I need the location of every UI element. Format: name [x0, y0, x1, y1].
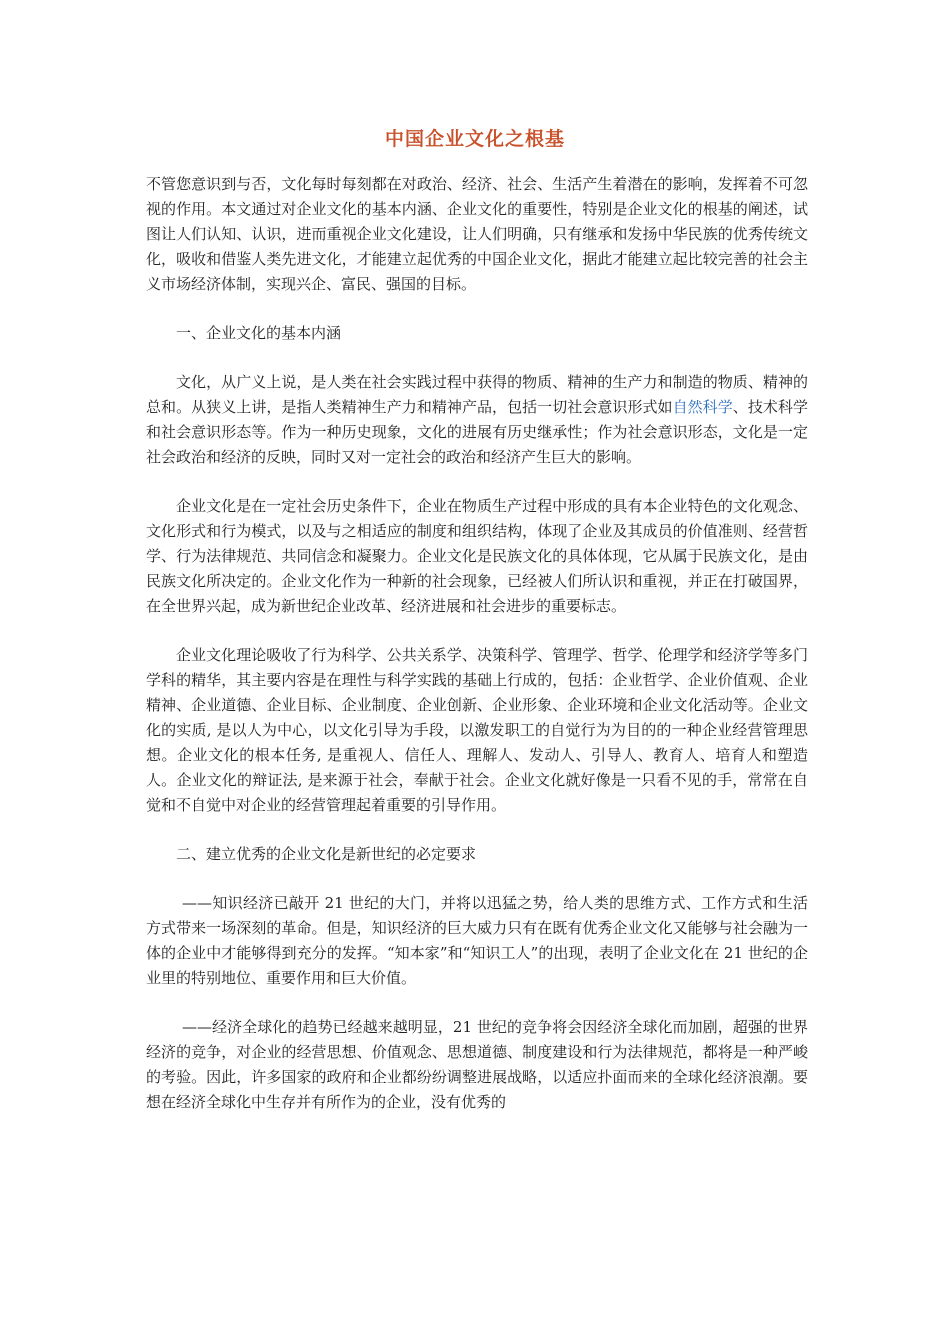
paragraph-text-before-link: 文化，从广义上说，是人类在社会实践过程中获得的物质、精神的生产力和制造的物质、精神的总和。从狭义上讲，是指人类精神生产力和精神产品，包括一切社会意识形式如	[146, 373, 808, 416]
natural-science-link[interactable]: 自然科学	[672, 398, 733, 416]
document-body	[146, 172, 808, 1139]
section-heading-1: 一、企业文化的基本内涵	[176, 324, 342, 342]
paragraph-globalization: ——经济全球化的趋势已经越来越明显，21 世纪的竞争将会因经济全球化而加剧，超强的世界经济的竞争，对企业的经营思想、价值观念、思想道德、制度建设和行为法律规范，都将是一种严峻的考验。因此，许多国家的政府和企业都纷纷调整进展战略，以适应扑面而来的全球化经济浪潮。要想在经济全球化中生存并有所作为的企业，没有优秀的	[146, 1018, 808, 1111]
paragraph-enterprise-culture: 企业文化是在一定社会历史条件下，企业在物质生产过程中形成的具有本企业特色的文化观念、文化形式和行为模式，以及与之相适应的制度和组织结构，体现了企业及其成员的价值准则、经营哲学、行为法律规范、共同信念和凝聚力。企业文化是民族文化的具体体现，它从属于民族文化，是由民族文化所决定的。企业文化作为一种新的社会现象，已经被人们所认识和重视，并正在打破国界，在全世界兴起，成为新世纪企业改革、经济进展和社会进步的重要标志。	[146, 497, 808, 615]
paragraph-culture-definition	[146, 370, 808, 470]
paragraph-culture-theory: 企业文化理论吸收了行为科学、公共关系学、决策科学、管理学、哲学、伦理学和经济学等多门学科的精华，其主要内容是在理性与科学实践的基础上行成的，包括：企业哲学、企业价值观、企业精神、企业道德、企业目标、企业制度、企业创新、企业形象、企业环境和企业文化活动等。企业文化的实质, 是以人为中心，以文化引导为手段，以激发职工的自觉行为为目的的一种企业经营管理思想。企业文化的根本任务, 是重视人、信任人、理解人、发动人、引导人、教育人、培育人和塑造人。企业文化的辩证法, 是来源于社会，奉献于社会。企业文化就好像是一只看不见的手，常常在自觉和不自觉中对企业的经营管理起着重要的引导作用。	[146, 646, 808, 814]
document-title: 中国企业文化之根基	[384, 128, 565, 150]
section-heading-2: 二、建立优秀的企业文化是新世纪的必定要求	[176, 845, 477, 863]
paragraph-text-after-link: 、技术科学和社会意识形态等。作为一种历史现象，文化的进展有历史继承性；作为社会意识形态，文化是一定社会政治和经济的反映，同时又对一定社会的政治和经济产生巨大的影响。	[146, 398, 808, 466]
intro-paragraph: 不管您意识到与否，文化每时每刻都在对政治、经济、社会、生活产生着潜在的影响，发挥着不可忽视的作用。本文通过对企业文化的基本内涵、企业文化的重要性，特别是企业文化的根基的阐述，试图让人们认知、认识，进而重视企业文化建设，让人们明确，只有继承和发扬中华民族的优秀传统文化，吸收和借鉴人类先进文化，才能建立起优秀的中国企业文化，据此才能建立起比较完善的社会主义市场经济体制，实现兴企、富民、强国的目标。	[146, 175, 808, 293]
paragraph-knowledge-economy: ——知识经济已敲开 21 世纪的大门，并将以迅猛之势，给人类的思维方式、工作方式和生活方式带来一场深刻的革命。但是，知识经济的巨大威力只有在既有优秀企业文化又能够与社会融为一体的企业中才能够得到充分的发挥。“知本家”和“知识工人”的出现，表明了企业文化在 21 世纪的企业里的特别地位、重要作用和巨大价值。	[146, 894, 808, 987]
